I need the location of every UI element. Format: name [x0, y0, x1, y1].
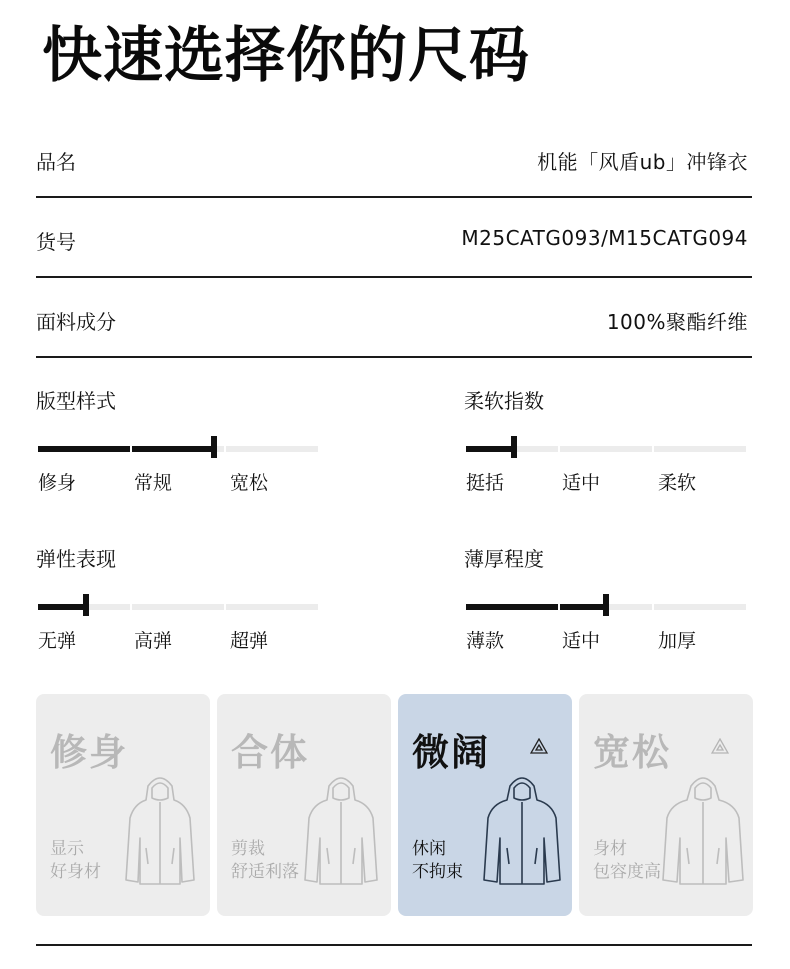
fit-card-relaxed[interactable] — [398, 694, 572, 916]
scale-label: 适中 — [562, 630, 601, 652]
info-row-item-number — [36, 198, 752, 278]
scale-label: 高弹 — [134, 630, 173, 652]
fit-desc-line: 包容度高 — [593, 862, 661, 882]
fit-desc-line: 身材 — [593, 839, 627, 859]
info-key: 面料成分 — [36, 310, 116, 334]
scale-segment — [132, 604, 224, 610]
scale-title: 柔软指数 — [464, 389, 544, 413]
scale-label: 挺括 — [466, 472, 505, 494]
fit-name: 宽松 — [593, 731, 671, 774]
fit-card-loose[interactable] — [579, 694, 753, 916]
fit-description — [231, 838, 299, 884]
scale-segment — [654, 604, 746, 610]
scale-label: 修身 — [38, 472, 77, 494]
page-title: 快速选择你的尺码 — [42, 21, 530, 91]
jacket-icon — [661, 768, 745, 888]
scale-track — [36, 436, 318, 462]
scale-label: 常规 — [134, 472, 173, 494]
scale-fit-style — [36, 386, 318, 496]
fit-desc-line: 休闲 — [412, 839, 446, 859]
scale-marker — [211, 436, 217, 458]
triangle-logo-icon — [711, 738, 729, 754]
fit-description — [50, 838, 101, 884]
info-key: 货号 — [36, 230, 76, 254]
scale-track — [464, 594, 746, 620]
fit-desc-line: 显示 — [50, 839, 84, 859]
scale-marker — [603, 594, 609, 616]
fit-description — [593, 838, 661, 884]
scale-segment — [560, 446, 652, 452]
scale-segment — [38, 446, 130, 452]
fit-desc-line: 不拘束 — [412, 862, 463, 882]
scale-label: 柔软 — [658, 472, 697, 494]
scale-title: 薄厚程度 — [464, 547, 544, 571]
jacket-icon — [118, 768, 202, 888]
scale-label: 薄款 — [466, 630, 505, 652]
scale-label: 宽松 — [230, 472, 269, 494]
triangle-logo-icon — [530, 738, 548, 754]
scale-softness — [464, 386, 746, 496]
scale-elasticity — [36, 544, 318, 654]
scale-segment — [132, 446, 224, 452]
fit-desc-line: 好身材 — [50, 862, 101, 882]
divider — [36, 944, 752, 946]
fit-name: 合体 — [231, 731, 309, 774]
scale-track — [36, 594, 318, 620]
scale-label: 无弹 — [38, 630, 77, 652]
fit-name: 微阔 — [412, 731, 490, 774]
fit-desc-line: 剪裁 — [231, 839, 265, 859]
scale-marker — [511, 436, 517, 458]
info-key: 品名 — [36, 150, 76, 174]
scale-segment — [466, 604, 558, 610]
fit-description — [412, 838, 463, 884]
fit-card-slim[interactable] — [36, 694, 210, 916]
jacket-icon — [299, 768, 383, 888]
scale-label: 适中 — [562, 472, 601, 494]
scale-marker — [83, 594, 89, 616]
scale-title: 弹性表现 — [36, 547, 116, 571]
info-value: M25CATG093/M15CATG094 — [461, 226, 748, 250]
fit-desc-line: 舒适利落 — [231, 862, 299, 882]
scale-track — [464, 436, 746, 462]
fit-card-regular[interactable] — [217, 694, 391, 916]
scale-segment — [654, 446, 746, 452]
info-row-fabric — [36, 278, 752, 358]
jacket-icon — [480, 768, 564, 888]
info-row-product-name — [36, 118, 752, 198]
info-value: 机能「风盾ub」冲锋衣 — [537, 150, 748, 174]
scale-segment — [226, 604, 318, 610]
scale-label: 加厚 — [658, 630, 697, 652]
fit-name: 修身 — [50, 731, 128, 774]
scale-thickness — [464, 544, 746, 654]
scale-label: 超弹 — [230, 630, 269, 652]
scale-segment — [226, 446, 318, 452]
scale-title: 版型样式 — [36, 389, 116, 413]
info-value: 100%聚酯纤维 — [606, 310, 748, 334]
